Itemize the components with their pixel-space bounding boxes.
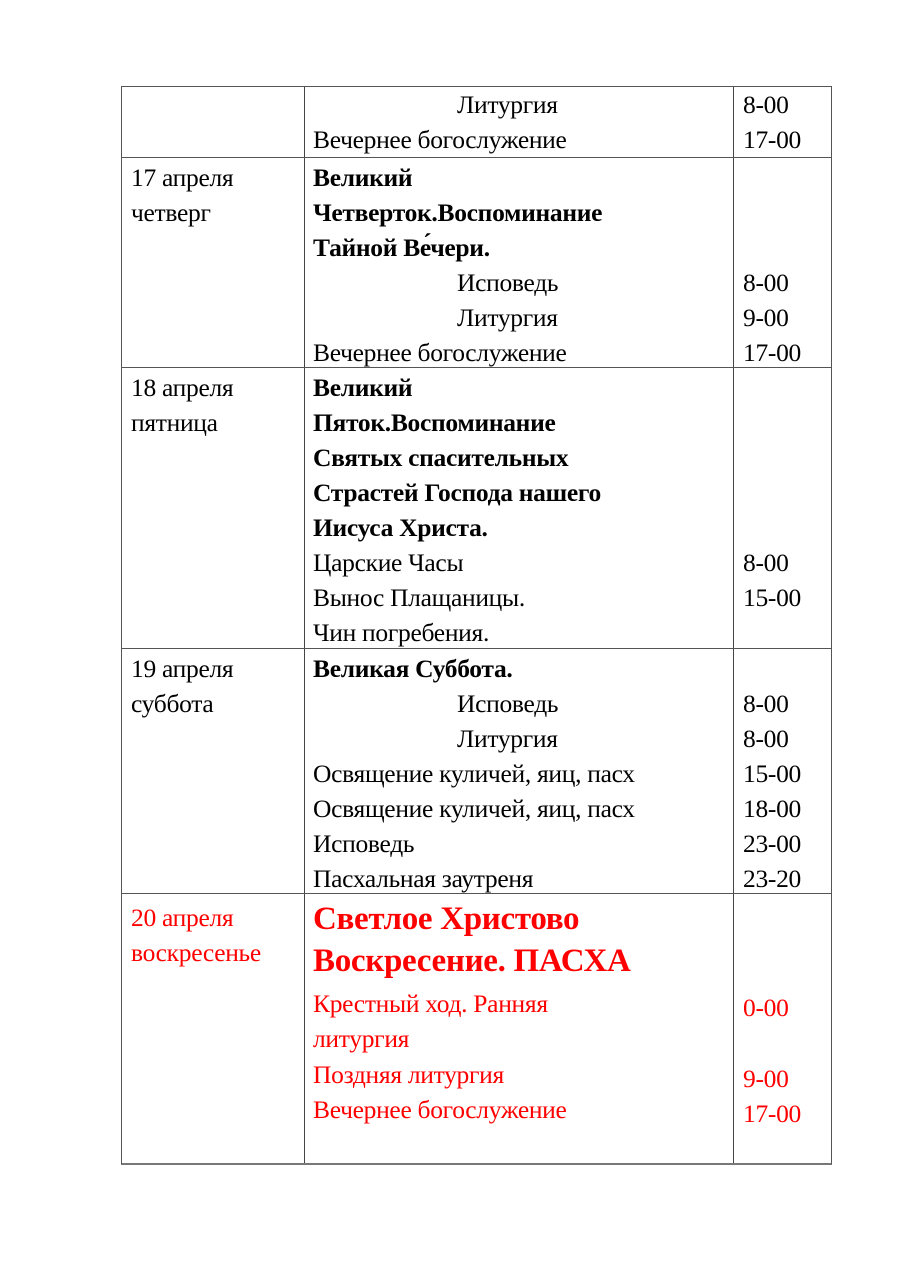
date-cell	[122, 894, 305, 1163]
service-item: Крестный ход. Ранняя	[313, 989, 548, 1018]
service-time: 9-00	[743, 1064, 789, 1093]
feast-title: Пяток.Воспоминание	[313, 408, 556, 437]
table-row	[121, 893, 832, 1165]
service-item: литургия	[313, 1024, 410, 1053]
service-item: Пасхальная заутреня	[313, 864, 534, 893]
service-time: 8-00	[743, 90, 789, 119]
weekday-label: четверг	[131, 198, 211, 227]
table-row	[121, 648, 832, 893]
date-cell	[122, 368, 305, 648]
service-time: 17-00	[743, 125, 801, 154]
service-time: 8-00	[743, 724, 789, 753]
weekday-label: воскресенье	[131, 938, 261, 967]
service-item: Освящение куличей, яиц, пасх	[313, 759, 635, 788]
time-cell	[734, 368, 833, 648]
service-time: 8-00	[743, 548, 789, 577]
feast-title: Четверток.Воспоминание	[313, 198, 603, 227]
feast-title: Воскресение. ПАСХА	[313, 943, 631, 979]
service-item: Поздняя литургия	[313, 1060, 504, 1089]
weekday-label: пятница	[131, 408, 218, 437]
service-time: 0-00	[743, 993, 789, 1022]
table-row	[121, 86, 832, 157]
service-time: 17-00	[743, 1099, 801, 1128]
service-item: Вынос Плащаницы.	[313, 583, 525, 612]
feast-title: Тайной Ве́чери.	[313, 233, 490, 262]
service-time: 8-00	[743, 268, 789, 297]
feast-title: Великий	[313, 163, 413, 192]
date-label: 17 апреля	[131, 163, 234, 192]
table-row	[121, 367, 832, 648]
service-item: Вечернее богослужение	[313, 1095, 567, 1124]
service-item: Освящение куличей, яиц, пасх	[313, 794, 635, 823]
feast-title: Святых спасительных	[313, 443, 569, 472]
service-time: 8-00	[743, 689, 789, 718]
service-time: 9-00	[743, 303, 789, 332]
time-cell	[734, 894, 833, 1163]
service-time: 17-00	[743, 338, 801, 367]
service-item: Исповедь	[457, 689, 559, 718]
service-time: 23-20	[743, 864, 801, 893]
service-cell	[305, 158, 734, 367]
feast-title: Великий	[313, 373, 413, 402]
date-label: 18 апреля	[131, 373, 234, 402]
service-time: 18-00	[743, 794, 801, 823]
feast-title: Иисуса Христа.	[313, 513, 488, 542]
feast-title: Светлое Христово	[313, 901, 580, 937]
weekday-label: суббота	[131, 689, 214, 718]
service-time: 23-00	[743, 829, 801, 858]
service-item: Вечернее богослужение	[313, 338, 567, 367]
date-label: 20 апреля	[131, 903, 234, 932]
feast-title: Великая Суббота.	[313, 654, 513, 683]
service-cell	[305, 87, 734, 157]
service-item: Вечернее богослужение	[313, 125, 567, 154]
table-row	[121, 157, 832, 367]
service-item: Литургия	[457, 90, 558, 119]
service-time: 15-00	[743, 583, 801, 612]
date-cell	[122, 87, 305, 157]
service-item: Исповедь	[457, 268, 559, 297]
service-item: Литургия	[457, 724, 558, 753]
service-item: Царские Часы	[313, 548, 464, 577]
service-item: Литургия	[457, 303, 558, 332]
time-cell	[734, 87, 833, 157]
date-cell	[122, 158, 305, 367]
time-cell	[734, 158, 833, 367]
date-label: 19 апреля	[131, 654, 234, 683]
service-cell	[305, 368, 734, 648]
service-item: Исповедь	[313, 829, 415, 858]
service-cell	[305, 894, 734, 1163]
service-item: Чин погребения.	[313, 618, 490, 647]
service-time: 15-00	[743, 759, 801, 788]
feast-title: Страстей Господа нашего	[313, 478, 601, 507]
schedule-table	[121, 86, 832, 1165]
service-cell	[305, 649, 734, 893]
time-cell	[734, 649, 833, 893]
date-cell	[122, 649, 305, 893]
